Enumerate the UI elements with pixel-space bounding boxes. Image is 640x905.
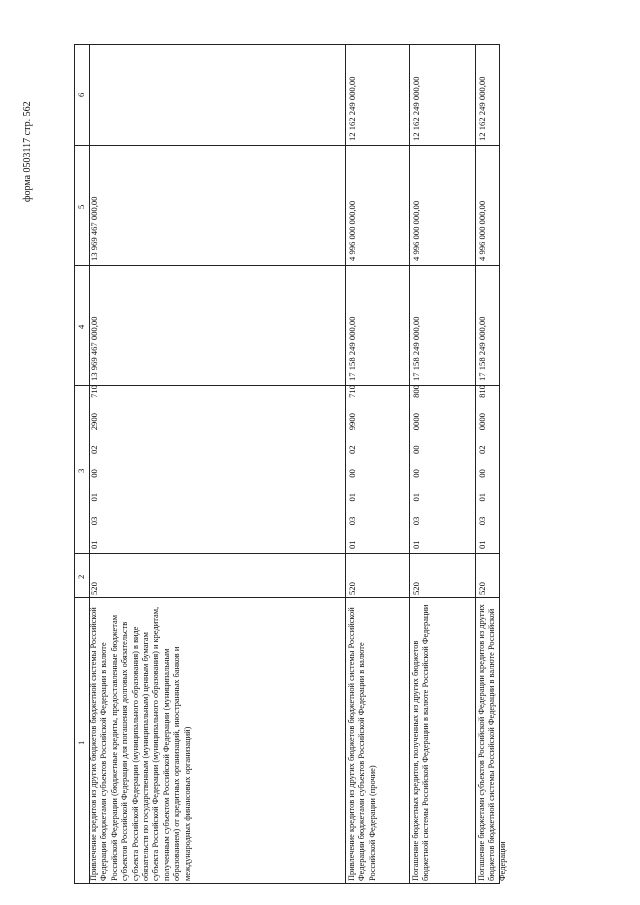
row-1-name: Привлечение кредитов из других бюджетов бюджетной системы Российской Федерации бюджетами субъектов Российской Федерации в валюте Российской Федерации (бюджетные кредиты, предоставленные бюджетам субъектов Российской Федерации для погашения долговых обязательств субъекта Российской Федерации (муниципального образования) в виде обязательств по государственным (муниципальным) ценным бумагам субъекта Российской Федерации (муниципального образования) и кредитам, полученным субъектом Российской Федерации (муниципальным образованием) от кредитных организаций, иностранных банков и международных финансовых организаций) (89, 606, 192, 881)
row-2-name: Привлечение кредитов из других бюджетов бюджетной системы Российской Федерации бюджетами субъектов Российской Федерации в валюте Российской Федерации (прочие) (347, 607, 377, 881)
code-part: 0000 (477, 413, 487, 431)
code-part: 03 (411, 516, 421, 526)
column-divider (75, 385, 499, 386)
code-part: 01 (347, 540, 357, 549)
row-4-name: Погашение бюджетами субъектов Российской Федерации кредитов из других бюджетов бюджетной системы Российской Федерации в валюте Российской Федерации (477, 604, 507, 881)
code-part: 00 (477, 469, 487, 478)
column-header-4: 4 (76, 324, 86, 329)
code-part: 0000 (411, 413, 421, 431)
row-4-approved: 17 158 249 000,00 (477, 316, 487, 381)
code-part: 00 (411, 469, 421, 478)
code-part: 01 (89, 492, 99, 502)
column-header-6: 6 (76, 92, 86, 97)
row-1-approved: 13 969 467 000,00 (89, 316, 99, 381)
column-header-3: 3 (76, 468, 86, 473)
code-part: 00 (89, 469, 99, 478)
row-2-approved: 17 158 249 000,00 (347, 316, 357, 381)
row-3-approved: 17 158 249 000,00 (411, 316, 421, 381)
row-2-line-code: 520 (347, 582, 357, 595)
code-part: 00 (347, 469, 357, 478)
row-4-budget-code (477, 385, 487, 549)
column-header-2: 2 (76, 574, 86, 579)
column-divider (75, 553, 499, 554)
code-part: 810 (477, 385, 487, 398)
code-part: 710 (89, 385, 99, 398)
row-2-budget-code (347, 385, 357, 549)
code-part: 00 (411, 445, 421, 454)
row-4-executed: 4 996 000 000,00 (477, 200, 487, 261)
code-part: 01 (477, 540, 487, 549)
code-part: 03 (347, 516, 357, 526)
row-3-executed: 4 996 000 000,00 (411, 200, 421, 261)
code-part: 800 (411, 385, 421, 398)
form-label: форма 0503117 стр. 562 (22, 101, 33, 202)
row-3-line-code: 520 (411, 582, 421, 595)
code-part: 02 (477, 445, 487, 454)
code-part: 01 (411, 540, 421, 549)
code-part: 01 (347, 492, 357, 502)
row-4-line-code: 520 (477, 582, 487, 595)
code-part: 03 (89, 516, 99, 526)
code-part: 01 (89, 540, 99, 549)
form-label-box (22, 72, 40, 202)
row-2-unexecuted: 12 162 249 000,00 (347, 76, 357, 141)
code-part: 03 (477, 516, 487, 526)
row-1-line-code: 520 (89, 582, 99, 595)
row-3-unexecuted: 12 162 249 000,00 (411, 76, 421, 141)
row-3-name: Погашение бюджетных кредитов, полученных из других бюджетов бюджетной системы Российской Федерации в валюте Российской Федерации (411, 604, 431, 881)
budget-table (74, 44, 507, 884)
code-part: 710 (347, 385, 357, 398)
code-part: 01 (477, 492, 487, 502)
column-divider (75, 597, 499, 598)
row-1-budget-code (89, 385, 99, 549)
code-part: 02 (89, 445, 99, 454)
column-header-5: 5 (76, 204, 86, 209)
row-divider (345, 45, 346, 883)
code-part: 2900 (89, 413, 99, 431)
code-part: 02 (347, 445, 357, 454)
column-divider (75, 265, 499, 266)
row-2-executed: 4 996 000 000,00 (347, 200, 357, 261)
column-header-1: 1 (76, 740, 86, 745)
row-divider (409, 45, 410, 883)
row-3-budget-code (411, 385, 421, 549)
row-1-executed: 13 969 467 000,00 (89, 196, 99, 261)
code-part: 01 (411, 492, 421, 502)
code-part: 9900 (347, 413, 357, 431)
row-4-unexecuted: 12 162 249 000,00 (477, 76, 487, 141)
column-divider (75, 145, 499, 146)
row-divider (475, 45, 476, 883)
